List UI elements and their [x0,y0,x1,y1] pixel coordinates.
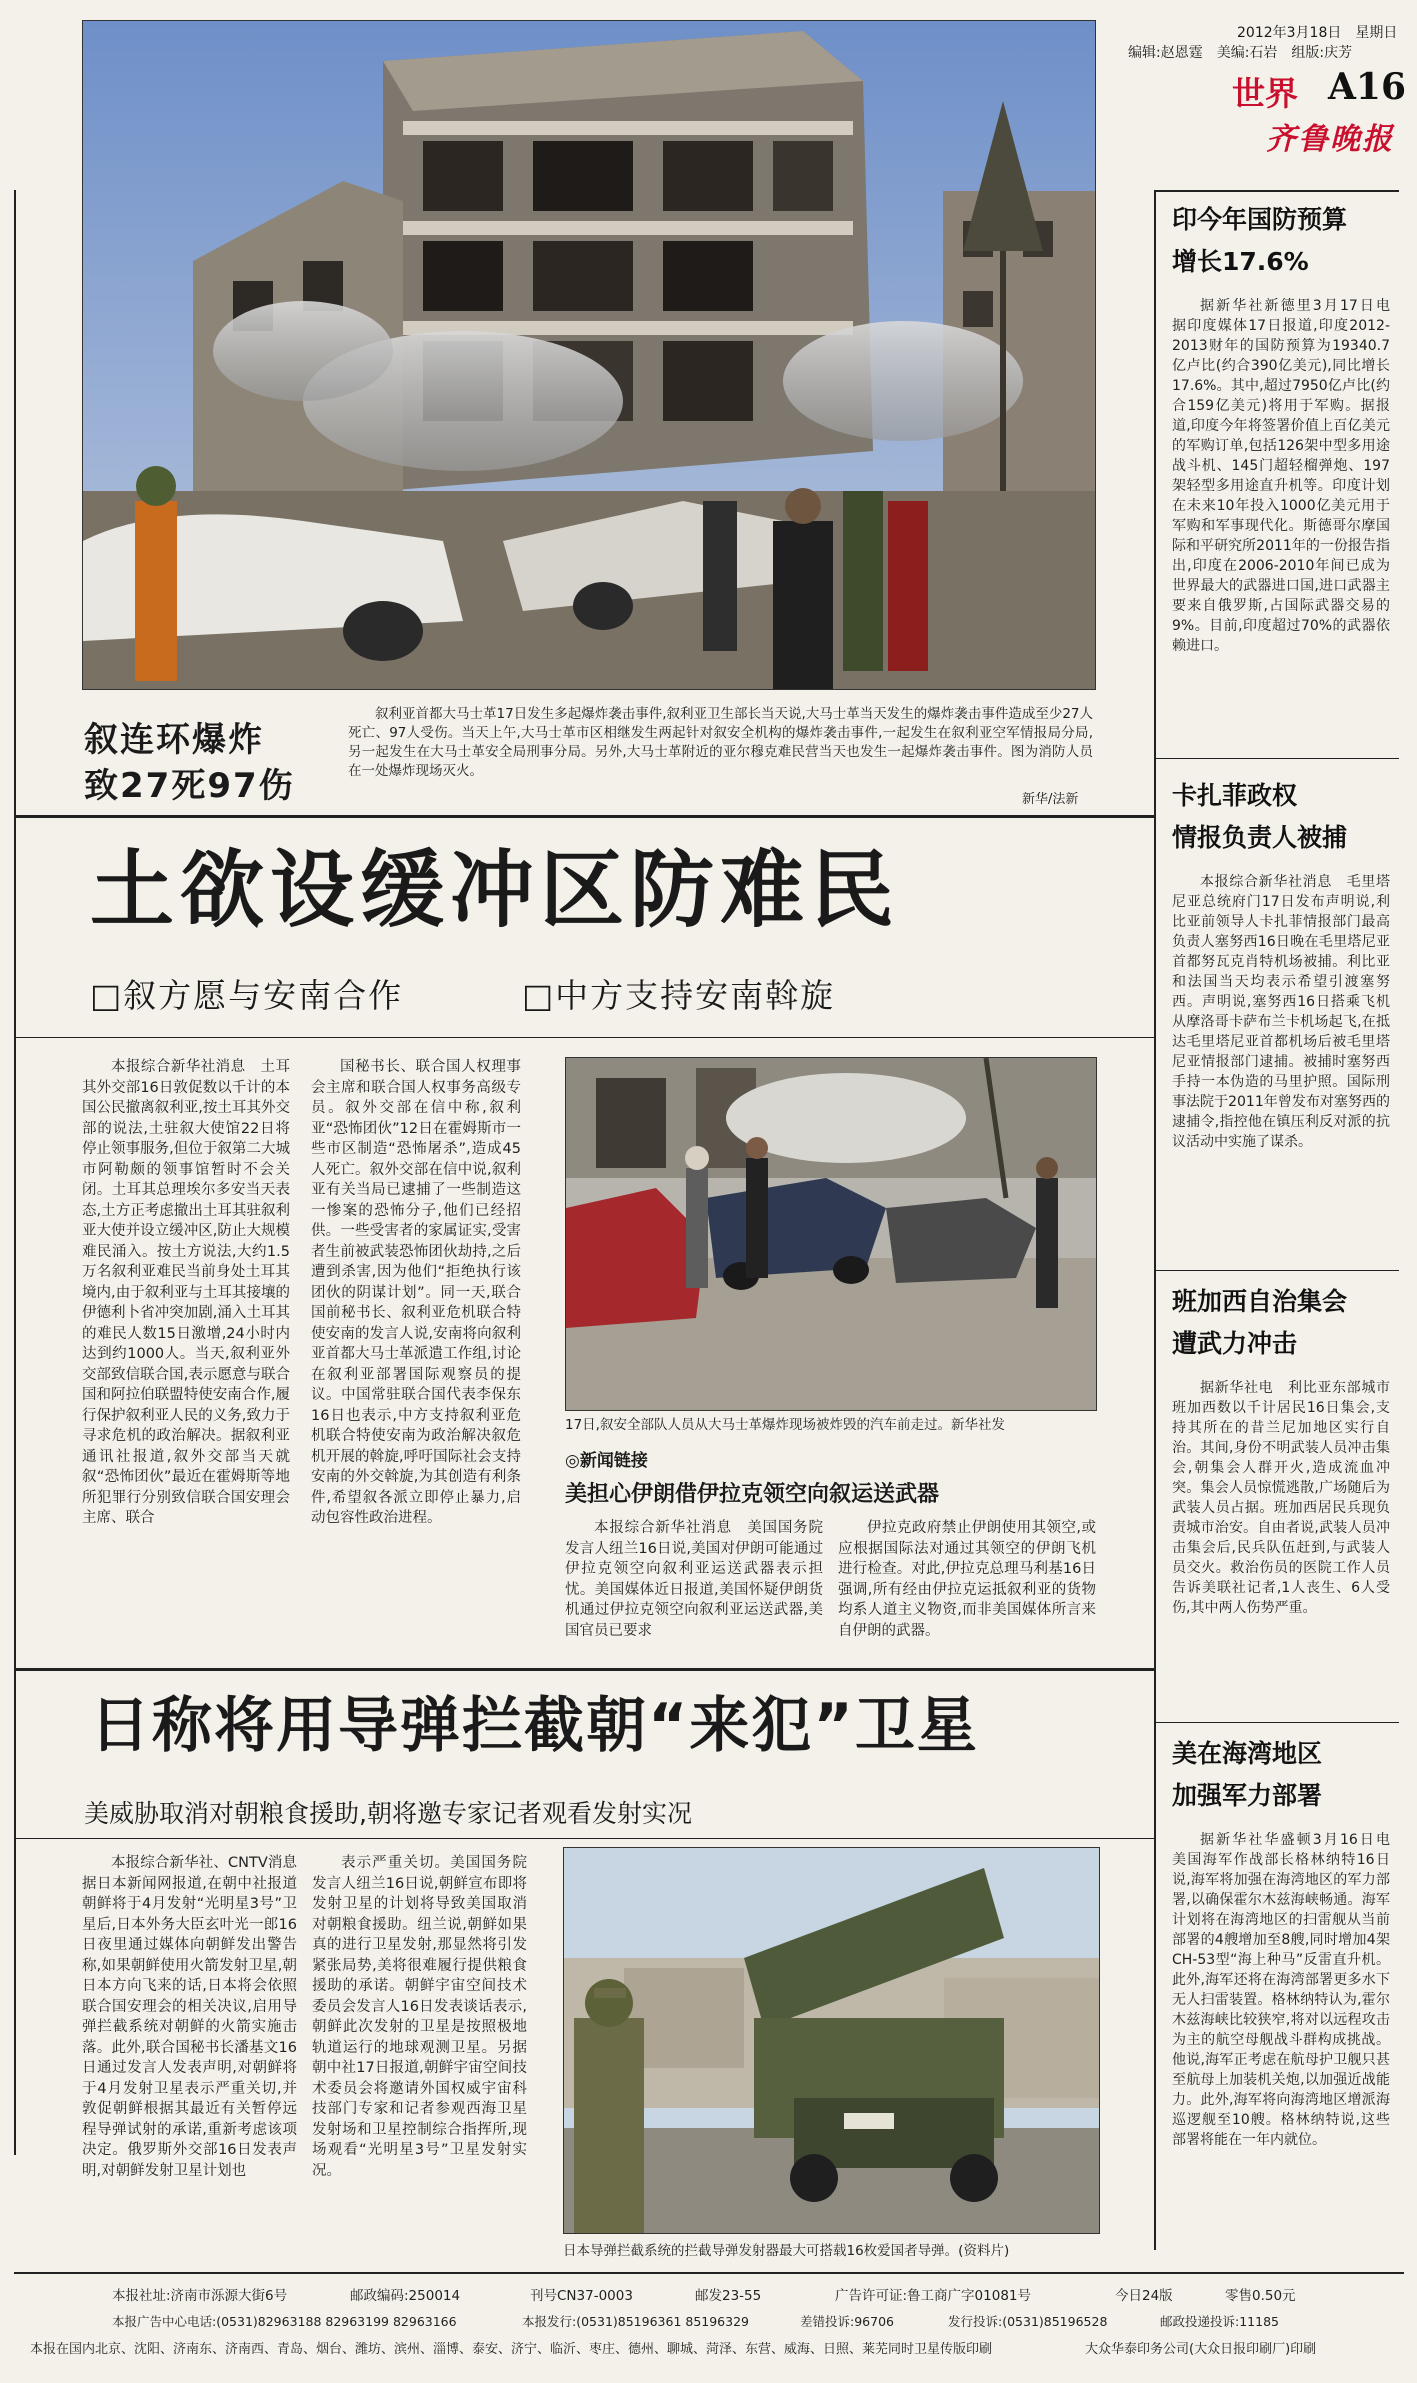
paper-name-logo: 齐鲁晚报 [1266,122,1394,157]
top-story-caption: 叙利亚首都大马士革17日发生多起爆炸袭击事件,叙利亚卫生部长当天说,大马士革当天发生的爆炸袭击事件造成至少27人死亡、97人受伤。当天上午,大马士革市区相继发生两起针对叙安全机构的爆炸袭击事件,一起发生在叙利亚空军情报局分局,另一起发生在大马士革安全局刑事分局。另外,大马士革附近的亚尔穆克难民营当天也发生一起爆炸袭击事件。图为消防人员在一处爆炸现场灭火。 [348,706,1093,779]
story3-subhead-rule [14,1838,1154,1839]
missile-launcher-photo [563,1847,1100,2234]
page-number: A16 [1328,66,1407,108]
story3-column-2: 表示严重关切。美国国务院发言人纽兰16日说,朝鲜宣布即将发射卫星的计划将导致美国取消对朝粮食援助。纽兰说,朝鲜如果真的进行卫星发射,那显然将引发紧张局势,美将很难履行提供粮食援助的承诺。朝鲜宇宙空间技术委员会发言人16日发表谈话表示,朝鲜此次发射的卫星是按照极地轨道运行的地球观测卫星。另据朝中社17日报道,朝鲜宇宙空间技术委员会将邀请外国权威宇宙科技部门专家和记者参观西海卫星发射场和卫星控制综合指挥所,现场观看“光明星3号”卫星发射实况。 [312,1855,527,2179]
top-story-credit: 新华/法新 [1022,792,1079,807]
news-link-column-2: 伊拉克政府禁止伊朗使用其领空,或应根据国际法对通过其领空的伊朗飞机进行检查。对此,伊拉克总理马利基16日强调,所有经由伊拉克运抵叙利亚的货物均系人道主义物资,而非美国媒体所言来自伊朗的武器。 [838,1520,1096,1639]
news-link-label: ◎新闻链接 [565,1451,648,1471]
sidebar-title-3a: 班加西自治集会 [1172,1287,1348,1316]
sidebar-body-2: 本报综合新华社消息 毛里塔尼亚总统府门17日发布声明说,利比亚前领导人卡扎菲情报部门最高负责人塞努西16日晚在毛里塔尼亚首都努瓦克肖特机场被捕。利比亚和法国当天均表示希望引渡塞努西。声明说,塞努西16日搭乘飞机从摩洛哥卡萨布兰卡机场起飞,在抵达毛里塔尼亚首都机场后被毛里塔尼亚情报部门逮捕。被捕时塞努西手持一本伪造的马里护照。国际刑事法院于2011年曾发布对塞努西的逮捕令,指控他在镇压利反对派的抗议活动中实施了谋杀。 [1172,874,1390,1150]
missile-launcher-graphic [564,1848,1099,2233]
sidebar-title-2a: 卡扎菲政权 [1172,781,1298,810]
footer-postcode: 邮政编码:250014 [350,2288,461,2304]
story2-headline: 土欲设缓冲区防难民 [90,841,901,939]
news-link-column-1: 本报综合新华社消息 美国国务院发言人纽兰16日说,美国对伊朗可能通过伊拉克领空向叙利亚运送武器表示担忧。美国媒体近日报道,美国怀疑伊朗货机通过伊拉克领空向叙利亚运送武器,美国官员已要求 [565,1520,823,1639]
footer-ad-phone: 本报广告中心电话:(0531)82963188 82963199 82963166 [112,2314,457,2329]
left-margin-rule [14,190,16,2155]
story3-photo-caption: 日本导弹拦截系统的拦截导弹发射器最大可搭载16枚爱国者导弹。(资料片) [563,2243,1010,2259]
sidebar-divider [1154,190,1156,2250]
story3-headline: 日称将用导弹拦截朝“来犯”卫星 [90,1691,979,1761]
masthead-editors: 编辑:赵恩霆 美编:石岩 组版:庆芳 [1128,45,1353,61]
story3-top-rule [14,1668,1154,1671]
news-link-headline: 美担心伊朗借伊拉克领空向叙运送武器 [565,1482,940,1507]
story3-subhead: 美威胁取消对朝粮食援助,朝将邀专家记者观看发射实况 [84,1799,692,1828]
sidebar-divider-2 [1154,1270,1399,1271]
footer-distribution: 本报发行:(0531)85196361 85196329 [522,2314,749,2329]
footer-distribution-complaint: 发行投诉:(0531)85196528 [948,2314,1108,2329]
footer-top-rule [14,2272,1404,2274]
story2-column-1: 本报综合新华社消息 土耳其外交部16日敦促数以千计的本国公民撤离叙利亚,按土耳其外交部的说法,土驻叙大使馆22日将停止领事服务,但位于叙第二大城市阿勒颇的领事馆暂时不会关闭。土耳其总理埃尔多安当天表态,土方正考虑撤出土耳其驻叙利亚大使并设立缓冲区,防止大规模难民涌入。按土方说法,大约1.5万名叙利亚难民当前身处土耳其境内,由于叙利亚与土耳其接壤的伊德利卜省冲突加剧,涌入土耳其的难民人数15日激增,24小时内达到约1000人。当天,叙利亚外交部致信联合国,表示愿意与联合国和阿拉伯联盟特使安南合作,履行保护叙利亚人民的义务,致力于寻求危机的政治解决。据叙利亚通讯社报道,叙外交部当天就叙“恐怖团伙”最近在霍姆斯等地所犯罪行分别致信联合国安理会主席、联合 [82,1059,290,1526]
footer-ad-license: 广告许可证:鲁工商广字01081号 [835,2288,1031,2304]
story2-subhead-rule [14,1037,1154,1038]
car-wreck-graphic [566,1058,1096,1410]
footer-issn: 刊号CN37-0003 [530,2288,633,2304]
sidebar-body-3: 据新华社电 利比亚东部城市班加西数以千计居民16日集会,支持其所在的昔兰尼加地区实行自治。其间,身份不明武装人员冲击集会,朝集会人群开火,造成流血冲突。集会人员惊慌逃散,广场随后为武装人员占据。班加西居民兵现负责城市治安。自由者说,武装人员冲击集会后,民兵队伍赶到,与武装人员交火。救治伤员的医院工作人员告诉美联社记者,1人丧生、6人受伤,其中两人伤势严重。 [1172,1380,1390,1616]
sidebar-title-4a: 美在海湾地区 [1172,1739,1323,1768]
car-wreck-photo [565,1057,1097,1411]
footer-mail-code: 邮发23-55 [695,2288,762,2304]
sidebar-title-3b: 遭武力冲击 [1172,1329,1298,1358]
masthead-date: 2012年3月18日 星期日 [1237,25,1398,41]
sidebar-body-4: 据新华社华盛顿3月16日电 美国海军作战部长格林纳特16日说,海军将加强在海湾地区的军力部署,以确保霍尔木兹海峡畅通。海军计划将在海湾地区的扫雷舰从当前部署的4艘增加至8艘,同时增加4架CH-53型“海上种马”反雷直升机。此外,海军还将在海湾部署更多水下无人扫雷装置。格林纳特认为,霍尔木兹海峡比较狭窄,将对以远程攻击为主的航空母舰战斗群构成挑战。他说,海军正考虑在航母护卫舰只甚至航母上加装机关炮,以加强近战能力。此外,海军将向海湾地区增派海巡逻舰至10艘。格林纳特说,这些部署将能在一年内就位。 [1172,1832,1404,2148]
story2-column-2: 国秘书长、联合国人权理事会主席和联合国人权事务高级专员。叙外交部在信中称,叙利亚“恐怖团伙”12日在霍姆斯市一些市区制造“恐怖屠杀”,造成45人死亡。叙外交部在信中说,叙利亚有关当局已逮捕了一些制造这一惨案的恐怖分子,他们已经招供。一些受害者的家属证实,受害者生前被武装恐怖团伙劫持,之后遭到杀害,因为他们“拒绝执行该团伙的阴谋计划”。同一天,联合国前秘书长、叙利亚危机联合特使安南的发言人说,安南将向叙利亚首都大马士革派遣工作组,讨论在叙利亚部署国际观察员的提议。中国常驻联合国代表李保东16日也表示,中方支持叙利亚危机联合特使安南为政治解决叙危机开展的斡旋,呼吁国际社会支持安南的外交斡旋,为其创造有利条件,希望叙各派立即停止暴力,启动包容性政治进程。 [311,1059,521,1526]
footer-page-count: 今日24版 [1115,2288,1173,2304]
top-story-headline-1: 叙连环爆炸 [84,720,264,760]
footer-price: 零售0.50元 [1225,2288,1296,2304]
footer-printing-cities: 本报在国内北京、沈阳、济南东、济南西、青岛、烟台、潍坊、滨州、淄博、泰安、济宁、临沂、枣庄、德州、聊城、菏泽、东营、威海、日照、莱芜同时卫星传版印刷 [30,2342,993,2357]
sidebar-title-4b: 加强军力部署 [1172,1781,1323,1810]
sidebar-title-1b: 增长17.6% [1172,247,1309,276]
top-story-headline-2: 致27死97伤 [84,766,295,806]
story2-subhead-b: □中方支持安南斡旋 [522,976,836,1015]
footer-error-report: 差错投诉:96706 [800,2314,894,2329]
story3-column-1: 本报综合新华社、CNTV消息 据日本新闻网报道,在朝中社报道朝鲜将于4月发射“光明星3号”卫星后,日本外务大臣玄叶光一郎16日夜里通过媒体向朝鲜发出警告称,如果朝鲜使用火箭发射卫星,朝日本方向飞来的话,日本将会依照联合国安理会的相关决议,启用导弹拦截系统对朝鲜的火箭实施击落。此外,联合国秘书长潘基文16日通过发言人发表声明,对朝鲜将于4月发射卫星表示严重关切,并敦促朝鲜根据其最近有关暂停远程导弹试射的承诺,重新考虑该项决定。俄罗斯外交部16日发表声明,对朝鲜发射卫星计划也 [82,1855,312,2179]
story2-photo-caption: 17日,叙安全部队人员从大马士革爆炸现场被炸毁的汽车前走过。新华社发 [565,1417,1005,1433]
footer-address: 本报社址:济南市泺源大街6号 [112,2288,288,2304]
bombing-photo [82,20,1096,690]
top-story-rule [14,815,1154,818]
footer-postal-complaint: 邮政投递投诉:11185 [1160,2314,1279,2329]
sidebar-title-1a: 印今年国防预算 [1172,205,1348,234]
story2-subhead-a: □叙方愿与安南合作 [90,976,404,1015]
bombing-scene-graphic [83,21,1095,689]
sidebar-title-2b: 情报负责人被捕 [1172,823,1348,852]
sidebar-divider-3 [1154,1722,1399,1723]
footer-printer: 大众华泰印务公司(大众日报印刷厂)印刷 [1085,2342,1317,2357]
sidebar-top-rule [1154,190,1399,192]
sidebar-divider-1 [1154,758,1399,759]
section-name: 世界 [1232,74,1298,113]
sidebar-body-1: 据新华社新德里3月17日电 据印度媒体17日报道,印度2012-2013财年的国防预算为19340.7亿卢比(约合390亿美元),同比增长17.6%。其中,超过7950亿卢比(约合159亿美元)将用于军购。据报道,印度今年将签署价值上百亿美元的军购订单,包括126架中型多用途战斗机、145门超轻榴弹炮、197架轻型多用途直升机等。印度计划在未来10年投入1000亿美元用于军购和军事现代化。斯德哥尔摩国际和平研究所2011年的一份报告指出,印度在2006-2010年间已成为世界最大的武器进口国,进口武器主要来自俄罗斯,占国际武器交易的9%。目前,印度超过70%的武器依赖进口。 [1172,298,1404,654]
